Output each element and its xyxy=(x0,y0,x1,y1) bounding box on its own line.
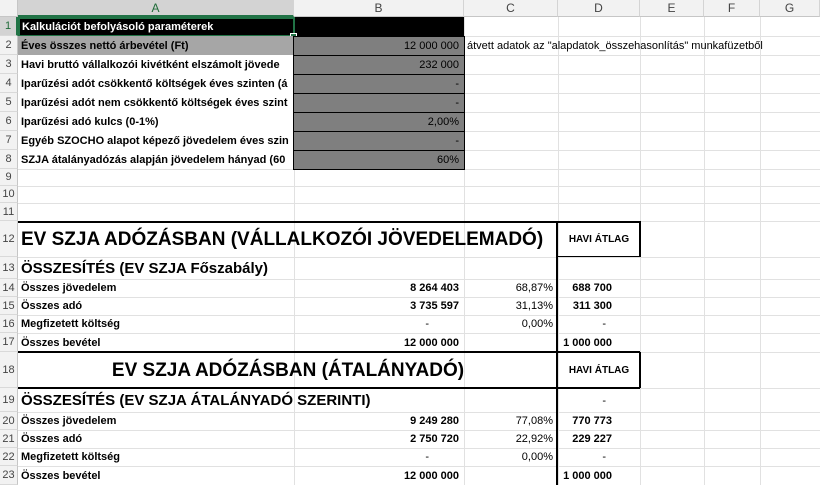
column-header-e[interactable]: E xyxy=(640,0,704,17)
row-header-4[interactable]: 4 xyxy=(0,74,18,93)
s2-row-label-cost[interactable]: Megfizetett költség xyxy=(21,451,121,463)
row-header-19[interactable]: 19 xyxy=(0,388,18,412)
row-header-15[interactable]: 15 xyxy=(0,297,18,315)
s2-row-avg-income[interactable]: 770 773 xyxy=(572,415,612,427)
s2-row-amount-revenue[interactable]: 12 000 000 xyxy=(403,469,459,482)
s1-row-pct-tax[interactable]: 31,13% xyxy=(515,300,553,312)
row-header-14[interactable]: 14 xyxy=(0,279,18,297)
param-value-tax-rate[interactable]: 2,00% xyxy=(427,115,459,128)
param-value-nondeductible-costs[interactable]: - xyxy=(455,96,459,109)
s1-row-amount-tax[interactable]: 3 735 597 xyxy=(410,300,459,312)
param-label-nondeductible-costs[interactable]: Iparűzési adót nem csökkentő költségek éves szint xyxy=(21,96,288,109)
section2-avg-header[interactable]: HAVI ÁTLAG xyxy=(568,365,630,376)
source-note[interactable]: átvett adatok az "alapdatok_összehasonlítás" munkafüzetből xyxy=(467,39,763,52)
param-label-deductible-costs[interactable]: Iparűzési adót csökkentő költségek éves szinten (á xyxy=(21,77,288,90)
selected-cell-outline xyxy=(18,17,295,37)
s2-row-pct-cost[interactable]: 0,00% xyxy=(521,451,553,463)
row-header-9[interactable]: 9 xyxy=(0,169,18,186)
param-label-other-szocho[interactable]: Egyéb SZOCHO alapot képező jövedelem éves szin xyxy=(21,134,289,147)
s2-row-amount-income[interactable]: 9 249 280 xyxy=(410,415,459,427)
column-header-f[interactable]: F xyxy=(704,0,760,17)
s1-row-amount-income[interactable]: 8 264 403 xyxy=(410,282,459,294)
row-header-10[interactable]: 10 xyxy=(0,186,18,203)
params-header[interactable]: Kalkulációt befolyásoló paraméterek xyxy=(22,20,214,33)
param-value-monthly-income[interactable]: 232 000 xyxy=(419,58,459,71)
s2-row-avg-cost[interactable]: - xyxy=(602,451,606,463)
row-header-1[interactable]: 1 xyxy=(0,17,18,36)
s1-row-label-cost[interactable]: Megfizetett költség xyxy=(21,318,121,330)
s2-row-label-tax[interactable]: Összes adó xyxy=(21,433,83,445)
section1-subtitle[interactable]: ÖSSZESÍTÉS (EV SZJA Főszabály) xyxy=(21,259,269,277)
s1-row-label-tax[interactable]: Összes adó xyxy=(21,300,83,312)
row-header-18[interactable]: 18 xyxy=(0,352,18,388)
s2-row-label-income[interactable]: Összes jövedelem xyxy=(21,415,117,427)
param-label-revenue[interactable]: Éves összes nettó árbevétel (Ft) xyxy=(18,36,294,55)
s1-row-amount-cost[interactable]: - xyxy=(425,318,429,330)
param-value-other-szocho[interactable]: - xyxy=(455,134,459,147)
s2-row-avg-tax[interactable]: 229 227 xyxy=(572,433,612,445)
s1-row-amount-revenue[interactable]: 12 000 000 xyxy=(403,336,459,349)
param-value-deductible-costs[interactable]: - xyxy=(455,77,459,90)
s2-row-amount-tax[interactable]: 2 750 720 xyxy=(410,433,459,445)
row-header-22[interactable]: 22 xyxy=(0,448,18,466)
param-value-revenue[interactable]: 12 000 000 xyxy=(403,39,459,52)
s2-row-pct-tax[interactable]: 22,92% xyxy=(515,433,553,445)
s2-row-label-revenue[interactable]: Összes bevétel xyxy=(21,469,101,482)
row-header-3[interactable]: 3 xyxy=(0,55,18,74)
section2-subtitle-avg[interactable]: - xyxy=(602,394,606,407)
row-header-16[interactable]: 16 xyxy=(0,315,18,333)
s2-row-avg-revenue[interactable]: 1 000 000 xyxy=(563,469,612,482)
s1-row-avg-cost[interactable]: - xyxy=(602,318,606,330)
column-header-b[interactable]: B xyxy=(294,0,464,17)
s1-row-avg-tax[interactable]: 311 300 xyxy=(572,300,612,312)
s1-row-avg-revenue[interactable]: 1 000 000 xyxy=(563,336,612,349)
s2-row-pct-revenue[interactable] xyxy=(464,466,558,485)
s1-row-avg-income[interactable]: 688 700 xyxy=(572,282,612,294)
s2-row-pct-income[interactable]: 77,08% xyxy=(515,415,553,427)
row-header-2[interactable]: 2 xyxy=(0,36,18,55)
param-value-income-ratio[interactable]: 60% xyxy=(436,153,459,166)
param-label-monthly-income[interactable]: Havi bruttó vállalkozói kivétként elszámolt jövede xyxy=(21,58,280,71)
column-header-d[interactable]: D xyxy=(558,0,640,17)
row-header-5[interactable]: 5 xyxy=(0,93,18,112)
section2-subtitle[interactable]: ÖSSZESÍTÉS (EV SZJA ÁTALÁNYADÓ SZERINTI) xyxy=(21,392,371,409)
row-header-11[interactable]: 11 xyxy=(0,203,18,221)
row-header-21[interactable]: 21 xyxy=(0,430,18,448)
row-header-12[interactable]: 12 xyxy=(0,221,18,257)
row-header-17[interactable]: 17 xyxy=(0,333,18,352)
section1-avg-header[interactable]: HAVI ÁTLAG xyxy=(568,234,630,245)
param-label-income-ratio[interactable]: SZJA átalányadózás alapján jövedelem hányad (60 xyxy=(21,153,286,166)
s1-row-pct-cost[interactable]: 0,00% xyxy=(521,318,553,330)
row-header-6[interactable]: 6 xyxy=(0,112,18,131)
column-header-a[interactable]: A xyxy=(18,0,294,17)
s1-row-label-income[interactable]: Összes jövedelem xyxy=(21,282,117,294)
row-header-20[interactable]: 20 xyxy=(0,412,18,430)
section1-title[interactable]: EV SZJA ADÓZÁSBAN (VÁLLALKOZÓI JÖVEDELEMADÓ) xyxy=(21,228,544,250)
s1-row-pct-income[interactable]: 68,87% xyxy=(515,282,553,294)
row-header-7[interactable]: 7 xyxy=(0,131,18,150)
param-label-tax-rate[interactable]: Iparűzési adó kulcs (0-1%) xyxy=(21,115,159,128)
row-header-8[interactable]: 8 xyxy=(0,150,18,169)
column-header-g[interactable]: G xyxy=(760,0,820,17)
column-header-c[interactable]: C xyxy=(464,0,558,17)
s1-row-label-revenue[interactable]: Összes bevétel xyxy=(21,336,101,349)
row-header-23[interactable]: 23 xyxy=(0,466,18,485)
s2-row-amount-cost[interactable]: - xyxy=(425,451,429,463)
section2-title[interactable]: EV SZJA ADÓZÁSBAN (ÁTALÁNYADÓ) xyxy=(111,359,465,381)
select-all-corner[interactable] xyxy=(0,0,18,17)
s1-row-pct-revenue[interactable] xyxy=(464,333,558,352)
row-header-13[interactable]: 13 xyxy=(0,257,18,279)
